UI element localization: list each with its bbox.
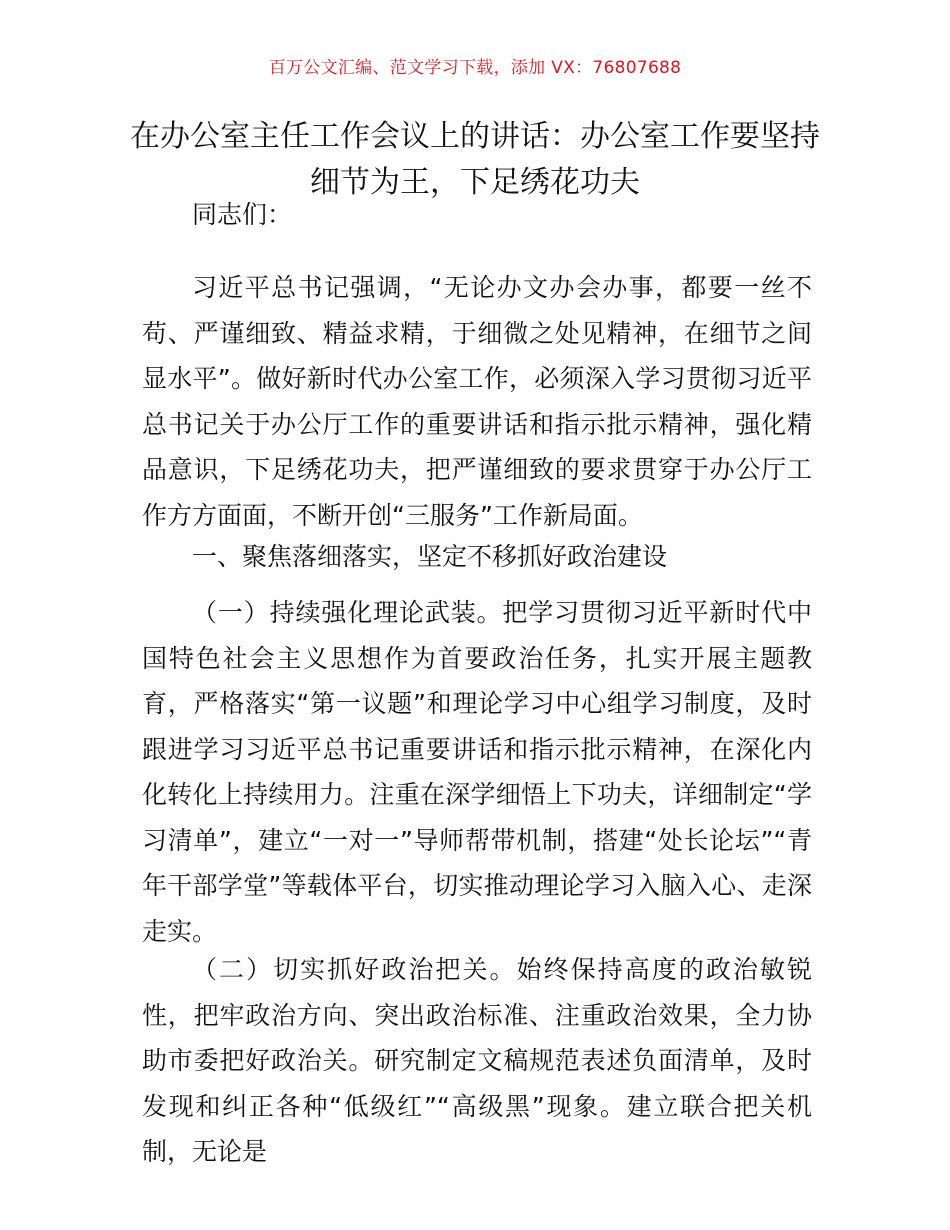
header-banner: 百万公文汇编、范文学习下载，添加 VX：76807688 — [268, 58, 682, 78]
paragraph-subsection-2: （二）切实抓好政治把关。始终保持高度的政治敏锐性，把牢政治方向、突出政治标准、注重政治效果，全力协助市委把好政治关。研究制定文稿规范表述负面清单，及时发现和纠正各种“低级红”“高级黑”现象。建立联合把关机制，无论是 — [142, 955, 812, 1166]
section-heading-1: 一、聚焦落细落实，坚定不移抓好政治建设 — [192, 542, 668, 571]
paragraph-subsection-1: （一）持续强化理论武装。把学习贯彻习近平新时代中国特色社会主义思想作为首要政治任务，扎实开展主题教育，严格落实“第一议题”和理论学习中心组学习制度，及时跟进学习习近平总书记重要讲话和指示批示精神，在深化内化转化上持续用力。注重在深学细悟上下功夫，详细制定“学习清单”，建立“一对一”导师帮带机制，搭建“处长论坛”“青年干部学堂”等载体平台，切实推动理论学习入脑入心、走深走实。 — [142, 598, 812, 946]
salutation: 同志们： — [192, 200, 293, 229]
document-title: 在办公室主任工作会议上的讲话：办公室工作要坚持细节为王，下足绣花功夫 — [130, 119, 820, 200]
paragraph-intro: 习近平总书记强调，“无论办文办会办事，都要一丝不苟、严谨细致、精益求精，于细微之处见精神，在细节之间显水平”。做好新时代办公室工作，必须深入学习贯彻习近平总书记关于办公厅工作的重要讲话和指示批示精神，强化精品意识，下足绣花功夫，把严谨细致的要求贯穿于办公厅工作方方面面，不断开创“三服务”工作新局面。 — [142, 273, 812, 530]
